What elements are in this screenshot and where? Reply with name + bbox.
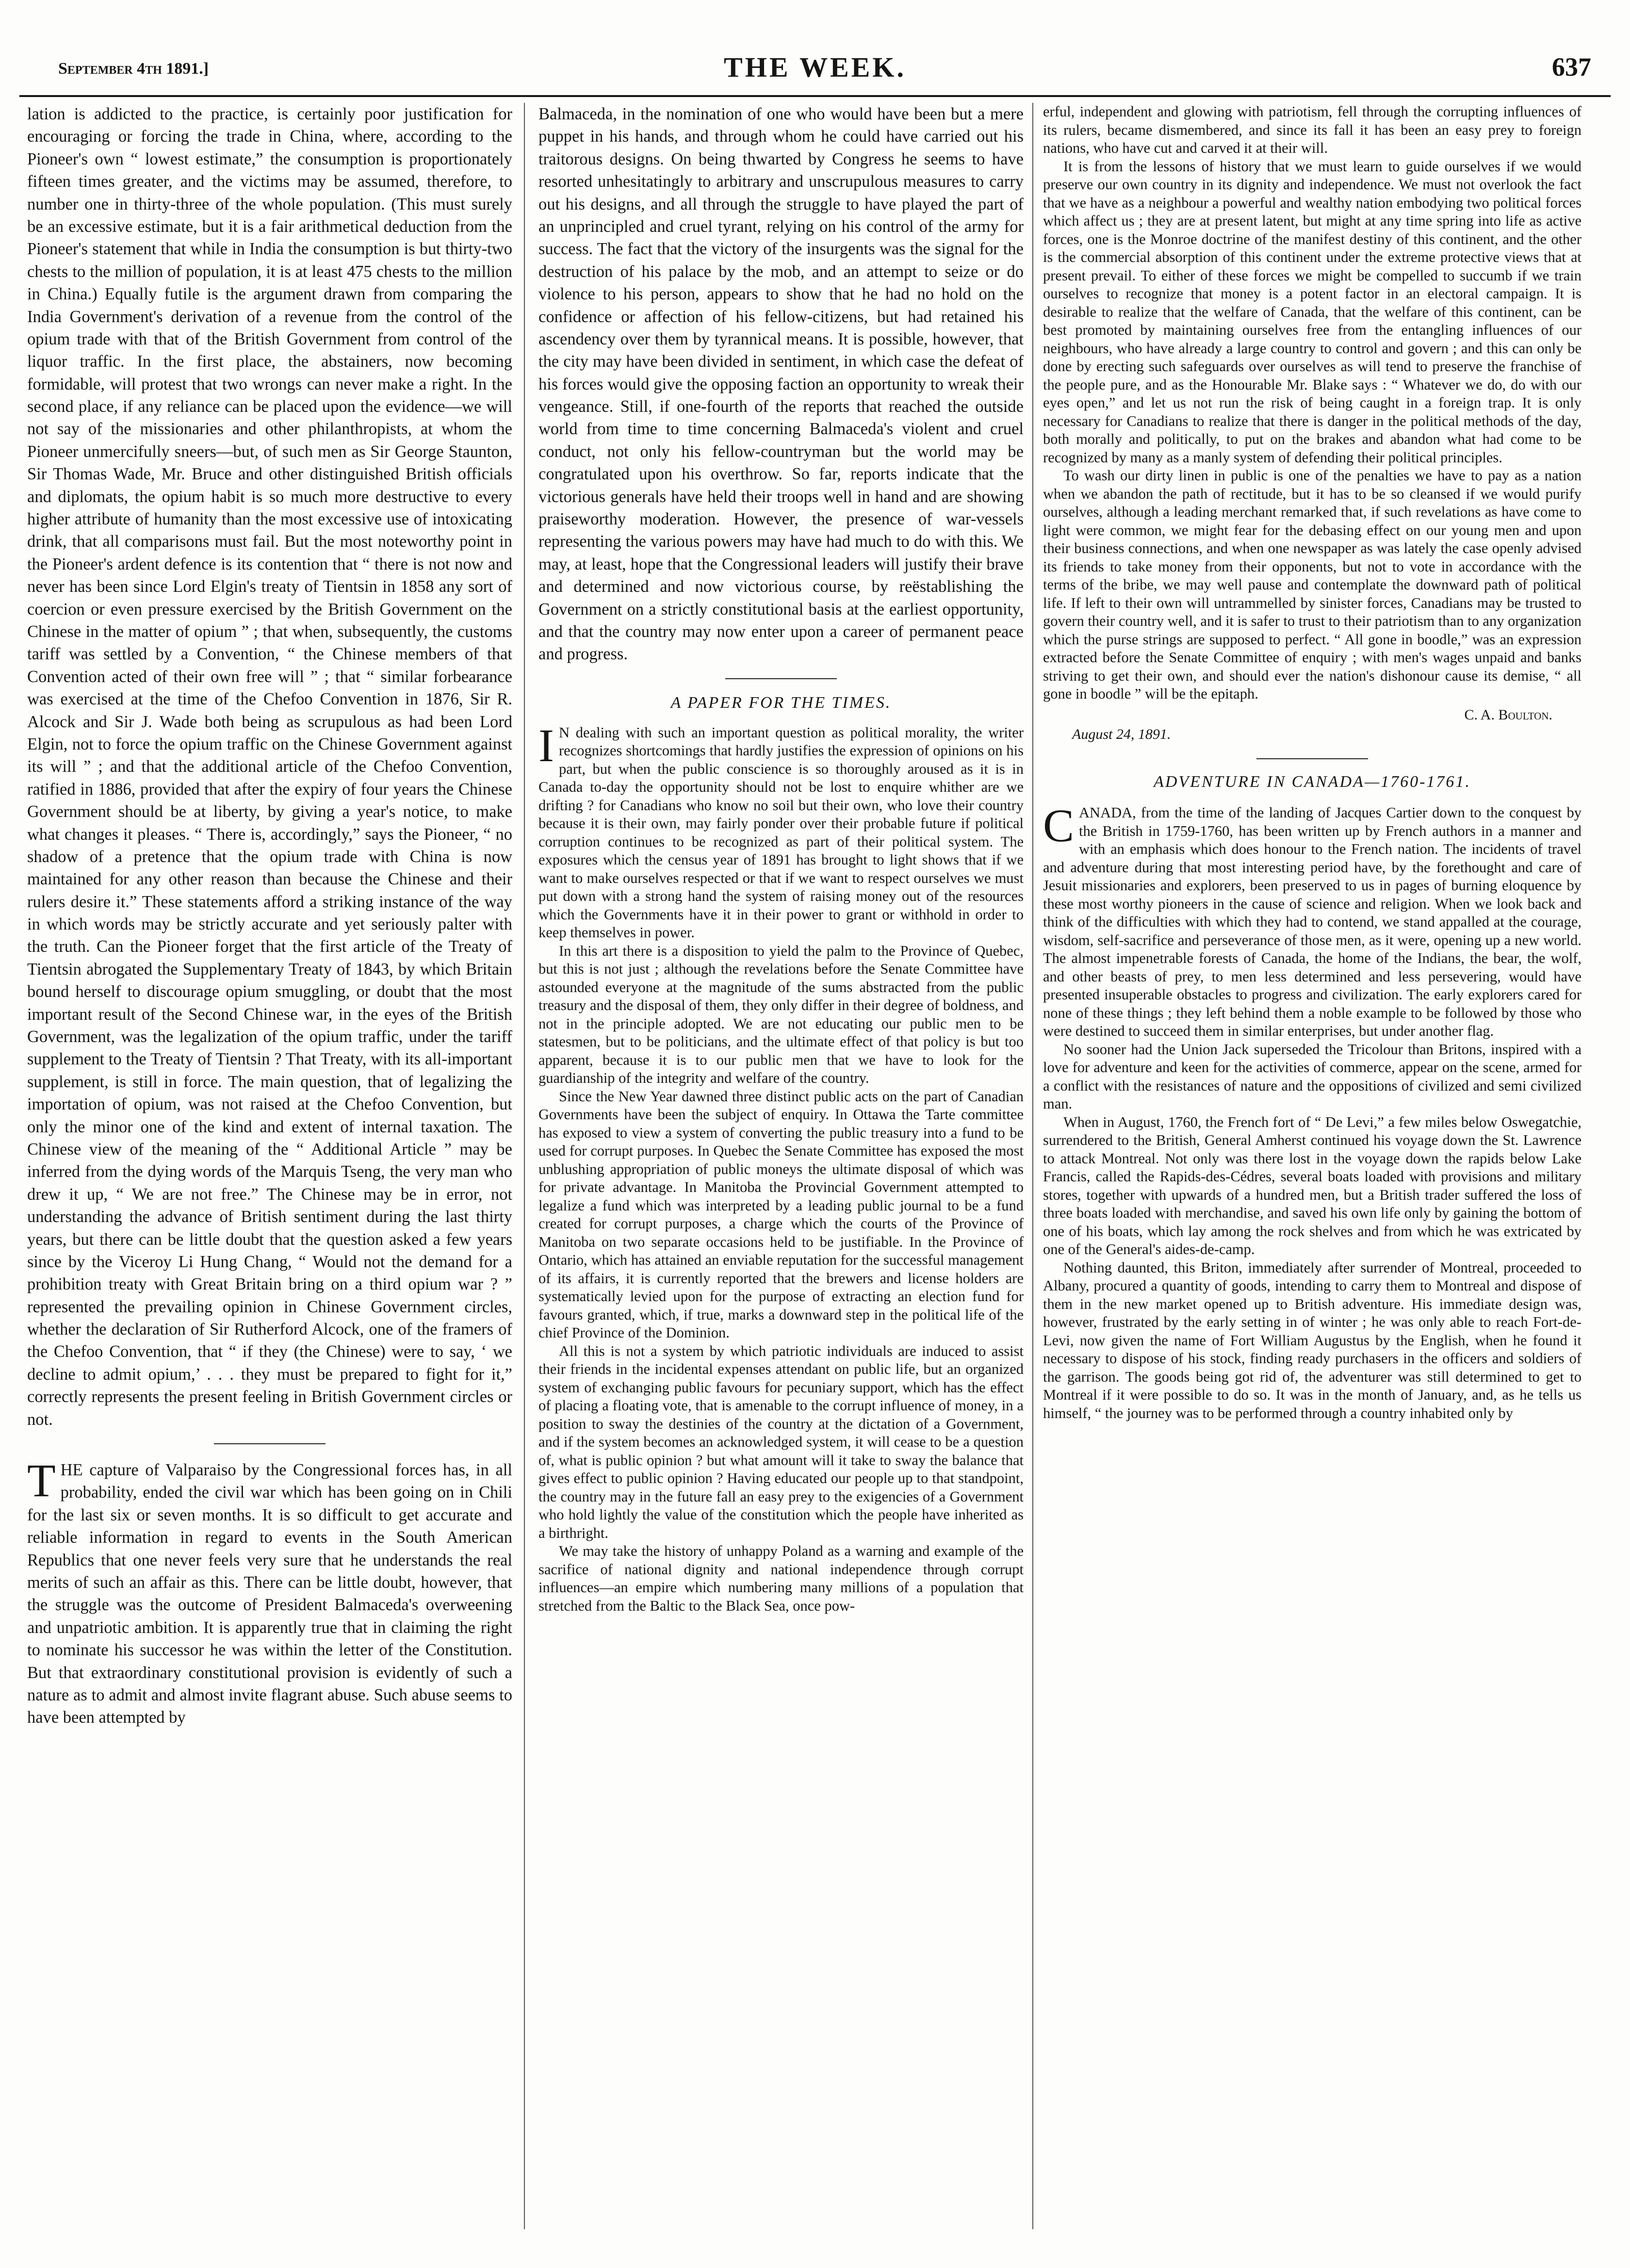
header-rule bbox=[19, 95, 1611, 97]
article-heading: ADVENTURE IN CANADA—1760-1761. bbox=[1154, 773, 1471, 791]
section-separator bbox=[1256, 758, 1368, 759]
article-paragraph: Since the New Year dawned three distinct public acts on the part of Canadian Governments have been the subject of enquiry. In Ottawa the Tarte committee has exposed to view a system of converting the public treasury into a fund to be used for corrupt purposes. In Quebec the Senate Committee has exposed the most unblushing appropriation of public moneys the ultimate disposal of which was for private advantage. In Manitoba the Provincial Government attempted to legalize a fund which was interpreted by a leading public journal to be a fund created for corrupt purposes, a charge which the courts of the Province of Manitoba on two separate occasions held to be justifiable. In the Province of Ontario, which has attained an enviable reputation for the successful management of its affairs, it is currently reported that the brewers and license holders are systematically levied upon for the purpose of extracting an election fund for favours granted, which, if true, marks a downward step in the political life of the chief Province of the Dominion. bbox=[538, 1088, 1024, 1341]
article-paragraph: To wash our dirty linen in public is one of the penalties we have to pay as a nation when we abandon the path of rectitude, but it has to be so cleansed if we would purify ourselves, although a leading merchant remarked that, if such revelations as have come to light were common, we might fear for the debasing effect on our young men and upon their business connections, and when one newspaper as was lately the case openly advised its friends to take money from their opponents, but not to vote in accordance with the terms of the bribe, we may well pause and contemplate the downward path of political life. If left to their own will untrammelled by sinister forces, Canadians may be trusted to govern their country well, and it is safer to trust to their patriotism than to any organization which the purse strings are supposed to perfect. “ All gone in boodle,” was an expression extracted before the Senate Committee of enquiry ; with men's wages unpaid and banks striving to get their own, and should ever the nation's dishonour cause its demise, “ all gone in boodle ” will be the epitaph. bbox=[1043, 467, 1581, 702]
valparaiso-text: HE capture of Valparaiso by the Congressional forces has, in all probability, ended the civil war which has been going on in Chili for the last six or seven months. It is so difficult to get accurate and reliable information in regard to events in the South American Republics that one never feels very sure that he understands the real merits of such an affair as this. There can be little doubt, however, that the struggle was the outcome of President Balmaceda's overweening and unpatriotic ambition. It is apparently true that in claiming the right to nominate his successor he was within the letter of the Constitution. But that extraordinary constitutional provision is evidently of such a nature as to admit and almost invite flagrant abuse. Such abuse seems to have been attempted by bbox=[27, 1461, 512, 1727]
running-date: September 4th 1891.] bbox=[58, 60, 209, 78]
column-1 bbox=[27, 103, 512, 2234]
article-paragraph: When in August, 1760, the French fort of “ De Levi,” a few miles below Oswegatchie, surrendered to the British, General Amherst continued his voyage down the St. Lawrence to attack Montreal. Not only was there lost in the voyage down the rapids below Lake Francis, called the Rapids-des-Cédres, several boats loaded with provisions and military stores, together with upwards of a hundred men, but a British trader suffered the loss of three boats loaded with merchandise, and saved his own life only by gaining the bottom of one of his boats, which lay among the rock shelves and from which he was extricated by one of the General's aides-de-camp. bbox=[1043, 1113, 1581, 1258]
valparaiso-paragraph bbox=[27, 1454, 512, 1729]
page-number: 637 bbox=[1552, 52, 1591, 82]
article-paragraph: Nothing daunted, this Briton, immediately after surrender of Montreal, proceeded to Albany, procured a quantity of goods, intending to carry them to Montreal and dispose of them in the new market opened up to British adventure. His immediate design was, however, frustrated by the early setting in of winter ; he was only able to reach Fort-de-Levi, now given the name of Fort William Augustus by the English, when he found it necessary to dispose of his stock, finding ready purchasers in the officers and soldiers of the garrison. The goods being got rid of, the adventurer was still determined to get to Montreal if it were possible to do so. It was in the month of January, and, as he tells us himself, “ the journey was to be performed through a country inhabited only by bbox=[1043, 1259, 1581, 1421]
article-date: August 24, 1891. bbox=[1072, 726, 1171, 743]
journal-title: THE WEEK. bbox=[724, 51, 906, 83]
article-text: ANADA, from the time of the landing of Jacques Cartier down to the conquest by the British in 1759-1760, has been written up by French authors in a manner and with an emphasis which does honour to the French nation. The incidents of travel and adventure during that most interesting period have, by the forethought and care of Jesuit missionaries and explorers, been preserved to us in pages of burning eloquence by these most worthy pioneers in the cause of science and religion. When we look back and think of the difficulties with which they had to contend, we stand appalled at the courage, wisdom, self-sacrifice and perseverance of those men, as it were, opening up a new world. The almost impenetrable forests of Canada, the home of the Indians, the bear, the wolf, and other beasts of prey, to men less determined and less persevering, would have presented insuperable obstacles to progress and civilization. The early explorers cared for none of these things ; they left behind them a noble example to be followed by those who were destined to succeed them in similar enterprises, but under another flag. bbox=[1043, 804, 1581, 1040]
article-paragraph bbox=[538, 719, 1024, 942]
paper-for-the-times-body bbox=[538, 719, 1024, 1615]
drop-cap: I bbox=[538, 719, 554, 771]
balmaceda-paragraph: Balmaceda, in the nomination of one who would have been but a mere puppet in his hands, and through whom he could have carried out his traitorous designs. On being thwarted by Congress he seems to have resorted unhesitatingly to arbitrary and unscrupulous measures to carry out his designs, and all through the struggle to have played the part of an unprincipled and cruel tyrant, relying on his control of the army for success. The fact that the victory of the insurgents was the signal for the destruction of his palace by the mob, and an attempt to seize or do violence to his person, appears to show that he had no hold on the confidence or affection of his fellow-citizens, but had retained his ascendency over them by tyrannical means. It is possible, however, that the city may have been divided in sentiment, in which case the defeat of his forces would give the opposing faction an opportunity to wreak their vengeance. Still, if one-fourth of the reports that reached the outside world from time to time concerning Balmaceda's violent and cruel conduct, not only his fellow-countryman but the world may be congratulated upon his overthrow. So far, reports indicate that the victorious generals have held their troops well in hand and are showing praiseworthy moderation. However, the presence of war-vessels representing the various powers may have had much to do with this. We may, at least, hope that the Congressional leaders will justify their brave and determined and now victorious course, by reëstablishing the Government on a strictly constitutional basis at the earliest opportunity, and that the country may now enter upon a career of permanent peace and progress. bbox=[538, 105, 1024, 664]
section-separator bbox=[725, 678, 837, 679]
section-separator bbox=[214, 1443, 326, 1444]
column-divider bbox=[1032, 103, 1033, 2229]
author-signature: C. A. Boulton. bbox=[1464, 706, 1552, 723]
article-text: N dealing with such an important question as political morality, the writer recognizes shortcomings that hardly justifies the expression of opinions on his part, but when the public conscience is so thoroughly aroused as it is in Canada to-day the opportunity should not be lost to enquire whither are we drifting ? for Canadians who know no soil but their own, who love their country because it is their own, may fairly ponder over their probable future if political corruption continues to be recognized as part of their political system. The exposures which the census year of 1891 has brought to light shows that if we want to make ourselves respected or that if we want to respect ourselves we must put down with a strong hand the system of raising money out of the resources which the Governments have it in their power to grant or withhold in order to keep themselves in power. bbox=[538, 724, 1024, 941]
article-paragraph: erful, independent and glowing with patriotism, fell through the corrupting influences of its rulers, became dismembered, and since its fall it has been an easy prey to foreign nations, who have cut and carved it at their will. bbox=[1043, 103, 1581, 156]
opium-trade-paragraph: lation is addicted to the practice, is certainly poor justification for encouraging or forcing the trade in China, where, according to the Pioneer's own “ lowest estimate,” the consumption is proportionately fifteen times greater, and the victims may be assumed, therefore, to number one in thirty-three of the whole population. (This must surely be an excessive estimate, but it is a fair arithmetical deduction from the Pioneer's statement that while in India the consumption is but thirty-two chests to the million of population, it is at least 475 chests to the million in China.) Equally futile is the argument drawn from comparing the India Government's derivation of a revenue from the control of the opium trade with that of the British Government from control of the liquor traffic. In the first place, the abstainers, now becoming formidable, will protest that two wrongs can never make a right. In the second place, if any reliance can be placed upon the evidence—we will not say of the missionaries and other philanthropists, at whom the Pioneer unmercifully sneers—but, of such men as Sir George Staunton, Sir Thomas Wade, Mr. Bruce and other distinguished British officials and diplomats, the opium habit is so much more destructive to every higher attribute of humanity than the most excessive use of intoxicating drink, that all comparisons must fail. But the most noteworthy point in the Pioneer's ardent defence is its contention that “ there is not now and never has been since Lord Elgin's treaty of Tientsin in 1858 any sort of coercion or even pressure exercised by the British Government on the Chinese in the matter of opium ” ; that when, subsequently, the customs tariff was settled by a Convention, “ the Chinese members of that Convention acted of their own free will ” ; that “ similar forbearance was exercised at the time of the Chefoo Convention in 1876, Sir R. Alcock and Sir J. Wade both being as scrupulous as had been Lord Elgin, not to force the opium traffic on the Chinese Government against its will ” ; and that the additional article of the Chefoo Convention, ratified in 1886, provided that after the expiry of four years the Chinese Government should be at liberty, by giving a year's notice, to make what changes it pleases. “ There is, accordingly,” says the Pioneer, “ no shadow of a pretence that the opium trade with China is now maintained for any other reason than because the Chinese and their rulers desire it.” These statements afford a striking instance of the way in which words may be strictly accurate and yet seriously palter with the truth. Can the Pioneer forget that the first article of the Treaty of Tientsin abrogated the Supplementary Treaty of 1843, by which Britain bound herself to discourage opium smuggling, or doubt that the most important result of the Second Chinese war, in the eyes of the British Government, was the legalization of the opium traffic, under the tariff supplement to the Treaty of Tientsin ? That Treaty, with its all-important supplement, is still in force. The main question, that of legalizing the importation of opium, was not raised at the Chefoo Convention, but only the minor one of the kind and extent of internal taxation. The Chinese view of the meaning of the “ Additional Article ” may be inferred from the dying words of the Marquis Tseng, the very man who drew it up, “ We are not free.” The Chinese may be in error, not understanding the advance of British sentiment during the last thirty years, but there can be little doubt that the question asked a few years since by the Viceroy Li Hung Chang, “ Would not the demand for a prohibition treaty with Great Britain bring on a third opium war ? ” represented the prevailing opinion in Chinese Government circles, whether the declaration of Sir Rutherford Alcock, one of the framers of the Chefoo Convention, that “ if they (the Chinese) were to say, ‘ we decline to admit opium,’ . . . they must be prepared to fight for it,” correctly represents the present feeling in British Government circles or not. bbox=[27, 105, 512, 1429]
article-paragraph: No sooner had the Union Jack superseded the Tricolour than Britons, inspired with a love for adventure and keen for the activities of commerce, appear on the scene, armed for a conflict with the resistances of nature and the oppositions of civilized and semi civilized man. bbox=[1043, 1041, 1581, 1112]
article-paragraph bbox=[1043, 800, 1581, 1041]
column-3 bbox=[1043, 103, 1581, 2234]
article-paragraph: In this art there is a disposition to yield the palm to the Province of Quebec, but this is not just ; although the revelations before the Senate Committee have astounded everyone at the magnitude of the sums abstracted from the public treasury and the disposal of them, they only differ in their degree of boldness, and not in the principle adopted. We are not educating our public men to be statesmen, but to be politicians, and the ultimate effect of that policy is but too apparent, because it is to our public men that we have to look for the guardianship of the integrity and welfare of the country. bbox=[538, 942, 1024, 1087]
drop-cap: C bbox=[1043, 800, 1075, 852]
article-paragraph: We may take the history of unhappy Poland as a warning and example of the sacrifice of national dignity and national independence through corrupt influences—an empire which numbering many millions of a population that stretched from the Baltic to the Black Sea, once pow- bbox=[538, 1543, 1024, 1614]
column-2 bbox=[538, 103, 1024, 2234]
article-heading: A PAPER FOR THE TIMES. bbox=[670, 693, 892, 712]
article-paragraph: It is from the lessons of history that we must learn to guide ourselves if we would preserve our own country in its dignity and independence. We must not overlook the fact that we have as a neighbour a powerful and wealthy nation embodying two political forces which affect us ; they are at present latent, but might at any time spring into life as active forces, one is the Monroe doctrine of the manifest destiny of this continent, and the other is the commercial absorption of this continent under the extreme protective views that at present prevail. To either of these forces we might be compelled to succumb if we train ourselves to recognize that money is a potent factor in an electoral campaign. It is desirable to realize that the welfare of Canada, that the welfare of this continent, can be best promoted by maintaining ourselves free from the entangling influences of our neighbours, who have already a large country to control and govern ; and this can only be done by erecting such safeguards over ourselves as will tend to preserve the franchise of the people pure, and as the Honourable Mr. Blake says : “ Whatever we do, do with our eyes open,” and let us not run the risk of being caught in a foreign trap. It is only necessary for Canadians to realize that there is danger in the political methods of the day, both morally and politically, to put on the brakes and abandon what had come to be recognized by many as a manly system of defending their political principles. bbox=[1043, 158, 1581, 466]
column-divider bbox=[524, 103, 525, 2229]
page-header bbox=[19, 51, 1611, 95]
drop-cap: T bbox=[27, 1454, 56, 1507]
article-paragraph: All this is not a system by which patriotic individuals are induced to assist their friends in the incidental expenses attendant on public life, but an organized system of exchanging public favours for pecuniary support, which has the effect of placing a floating vote, that is amenable to the corrupt influence of money, in a position to sway the destinies of the country at the dictation of a Government, and if the system becomes an acknowledged system, it will cease to be a question of, what is public opinion ? but what amount will it take to sway the balance that gives effect to public opinion ? Having educated our people up to that standpoint, the country may in the future fall an easy prey to the exigencies of a Government who hold lightly the value of the constitution which the people have inherited as a birthright. bbox=[538, 1342, 1024, 1541]
signature-line bbox=[1043, 706, 1581, 724]
